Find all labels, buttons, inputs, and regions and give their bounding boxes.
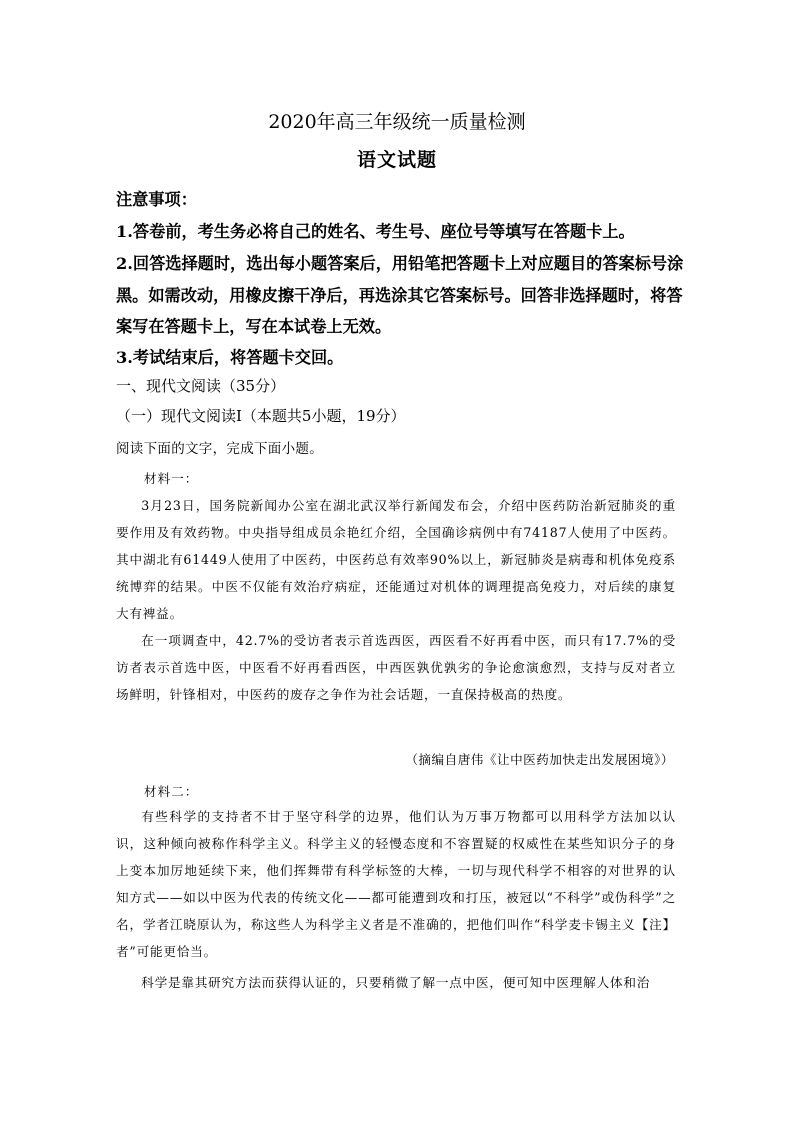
material-1-paragraph-1: 3月23日，国务院新闻办公室在湖北武汉举行新闻发布会，介绍中医药防治新冠肺炎的重要作用及有效药物。中央指导组成员余艳红介绍，全国确诊病例中有74187人使用了中医药。其中湖北有61449人使用了中医药，中医药总有效率90%以上，新冠肺炎是病毒和机体免疫系统博弈的结果。中医不仅能有效治疗病症，还能通过对机体的调理提高免疫力，对后续的康复大有裨益。: [116, 498, 676, 621]
notice-item-2-line-2: 黑。如需改动，用橡皮擦干净后，再选涂其它答案标号。回答非选择题时，将答: [116, 286, 683, 305]
material-2-label: 材料二：: [144, 784, 199, 799]
material-1-body: [116, 492, 676, 708]
notice-item-2-line-1: 2.回答选择题时，选出每小题答案后，用铅笔把答题卡上对应题目的答案标号涂: [116, 254, 684, 273]
reading-instruction: 阅读下面的文字，完成下面小题。: [116, 441, 323, 457]
material-2-paragraph-2: 科学是靠其研究方法而获得认证的，只要稍微了解一点中医，便可知中医理解人体和治: [141, 975, 651, 990]
exam-title: 2020年高三年级统一质量检测: [268, 111, 526, 133]
notice-item-1: 1.答卷前，考生务必将自己的姓名、考生号、座位号等填写在答题卡上。: [116, 222, 635, 241]
material-1-paragraph-2: 在一项调查中，42.7%的受访者表示首选西医，西医看不好再看中医，而只有17.7%的受访者表示首选中医，中医看不好再看西医，中西医孰优孰劣的争论愈演愈烈，支持与反对者立场鲜明，针锋相对，中医药的废存之争作为社会话题，一直保持极高的热度。: [116, 633, 676, 702]
section-heading: 一、现代文阅读（35分）: [116, 377, 286, 395]
material-2-body: [116, 803, 676, 996]
material-2-paragraph-1: 有些科学的支持者不甘于坚守科学的边界，他们认为万事万物都可以用科学方法加以认识，这种倾向被称作科学主义。科学主义的轻慢态度和不容置疑的权威性在某些知识分子的身上变本加厉地延续下来，他们挥舞带有科学标签的大棒，一切与现代科学不相容的对世界的认知方式——如以中医为代表的传统文化——都可能遭到攻和打压，被冠以“不科学”或伪科学”之名，学者江晓原认为，称这些人为科学主义者是不准确的，把他们叫作“科学麦卡锡主义【注】者”可能更恰当。: [116, 809, 676, 959]
notice-item-2-line-3: 案写在答题卡上，写在本试卷上无效。: [116, 317, 392, 336]
material-1-source: （摘编自唐伟《让中医药加快走出发展困境》）: [405, 752, 674, 767]
exam-subject-title: 语文试题: [356, 149, 437, 171]
notice-item-3: 3.考试结束后，将答题卡交回。: [116, 348, 344, 367]
material-1-label: 材料一：: [144, 471, 199, 486]
subsection-heading: （一）现代文阅读Ⅰ（本题共5小题，19分）: [116, 407, 406, 425]
notice-heading: 注意事项：: [116, 190, 197, 209]
